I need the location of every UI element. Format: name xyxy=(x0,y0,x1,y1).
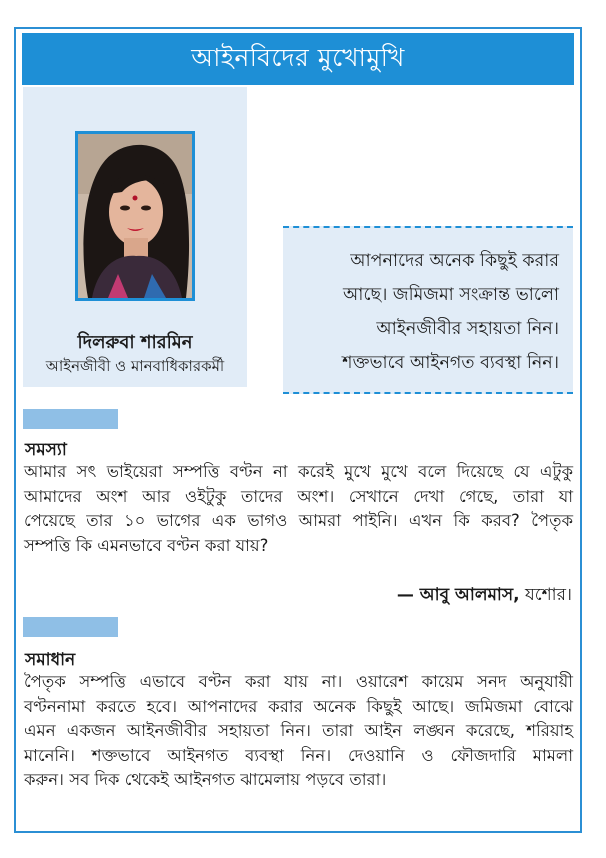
problem-line: আমাদের অংশ আর ওইটুকু তাদের অংশ। সেখানে দেখা গেছে, তারা যা xyxy=(24,486,573,506)
problem-text xyxy=(24,460,573,558)
solution-line: করুন। সব দিক থেকেই আইনগত ঝামেলায় পড়বে তারা। xyxy=(24,770,387,789)
author-panel xyxy=(23,87,247,387)
pull-quote xyxy=(283,226,573,394)
column-header xyxy=(22,33,574,85)
solution-section-marker xyxy=(23,617,118,637)
solution-line: মানেনি। শক্তভাবে আইনগত ব্যবস্থা নিন। দেওয়ানি ও ফৌজদারি মামলা xyxy=(24,745,573,765)
pull-quote-line: শক্তভাবে আইনগত ব্যবস্থা নিন। xyxy=(342,353,559,373)
problem-heading: সমস্যা xyxy=(25,440,67,460)
problem-line: সম্পত্তি কি এমনভাবে বণ্টন করা যায়? xyxy=(24,535,269,555)
solution-heading: সমাধান xyxy=(25,650,76,670)
author-photo xyxy=(75,131,195,301)
problem-line: আমার সৎ ভাইয়েরা সম্পত্তি বণ্টন না করেই মুখে মুখে বলে দিয়েছে যে এটুকু xyxy=(24,462,573,481)
pull-quote-line: আপনাদের অনেক কিছুই করার xyxy=(350,251,559,271)
pull-quote-line: আছে। জমিজমা সংক্রান্ত ভালো xyxy=(343,285,559,305)
signature-place: যশোর। xyxy=(524,585,572,605)
column-title: আইনবিদের মুখোমুখি xyxy=(191,42,405,72)
problem-section-marker xyxy=(23,409,118,429)
author-name: দিলরুবা শারমিন xyxy=(77,332,193,353)
solution-line: বণ্টননামা করতে হবে। আপনাদের করার অনেক কিছুই আছে। জমিজমা বোঝে xyxy=(24,696,573,716)
author-role: আইনজীবী ও মানবাধিকারকর্মী xyxy=(45,357,225,375)
problem-line: পেয়েছে তার ১০ ভাগের এক ভাগও আমরা পাইনি। এখন কি করব? পৈতৃক xyxy=(24,511,573,530)
signature-name: — আবু আলমাস, xyxy=(396,585,520,605)
author-portrait-icon xyxy=(78,134,192,298)
solution-text xyxy=(24,670,573,793)
solution-line: এমন একজন আইনজীবীর সহায়তা নিন। তারা আইন লঙ্ঘন করেছে, শরিয়াহ xyxy=(24,721,573,740)
letter-signature xyxy=(397,582,572,610)
solution-line: পৈতৃক সম্পত্তি এভাবে বণ্টন করা যায় না। ওয়ারেশ কায়েম সনদ অনুযায়ী xyxy=(24,672,573,691)
pull-quote-line: আইনজীবীর সহায়তা নিন। xyxy=(376,319,559,339)
